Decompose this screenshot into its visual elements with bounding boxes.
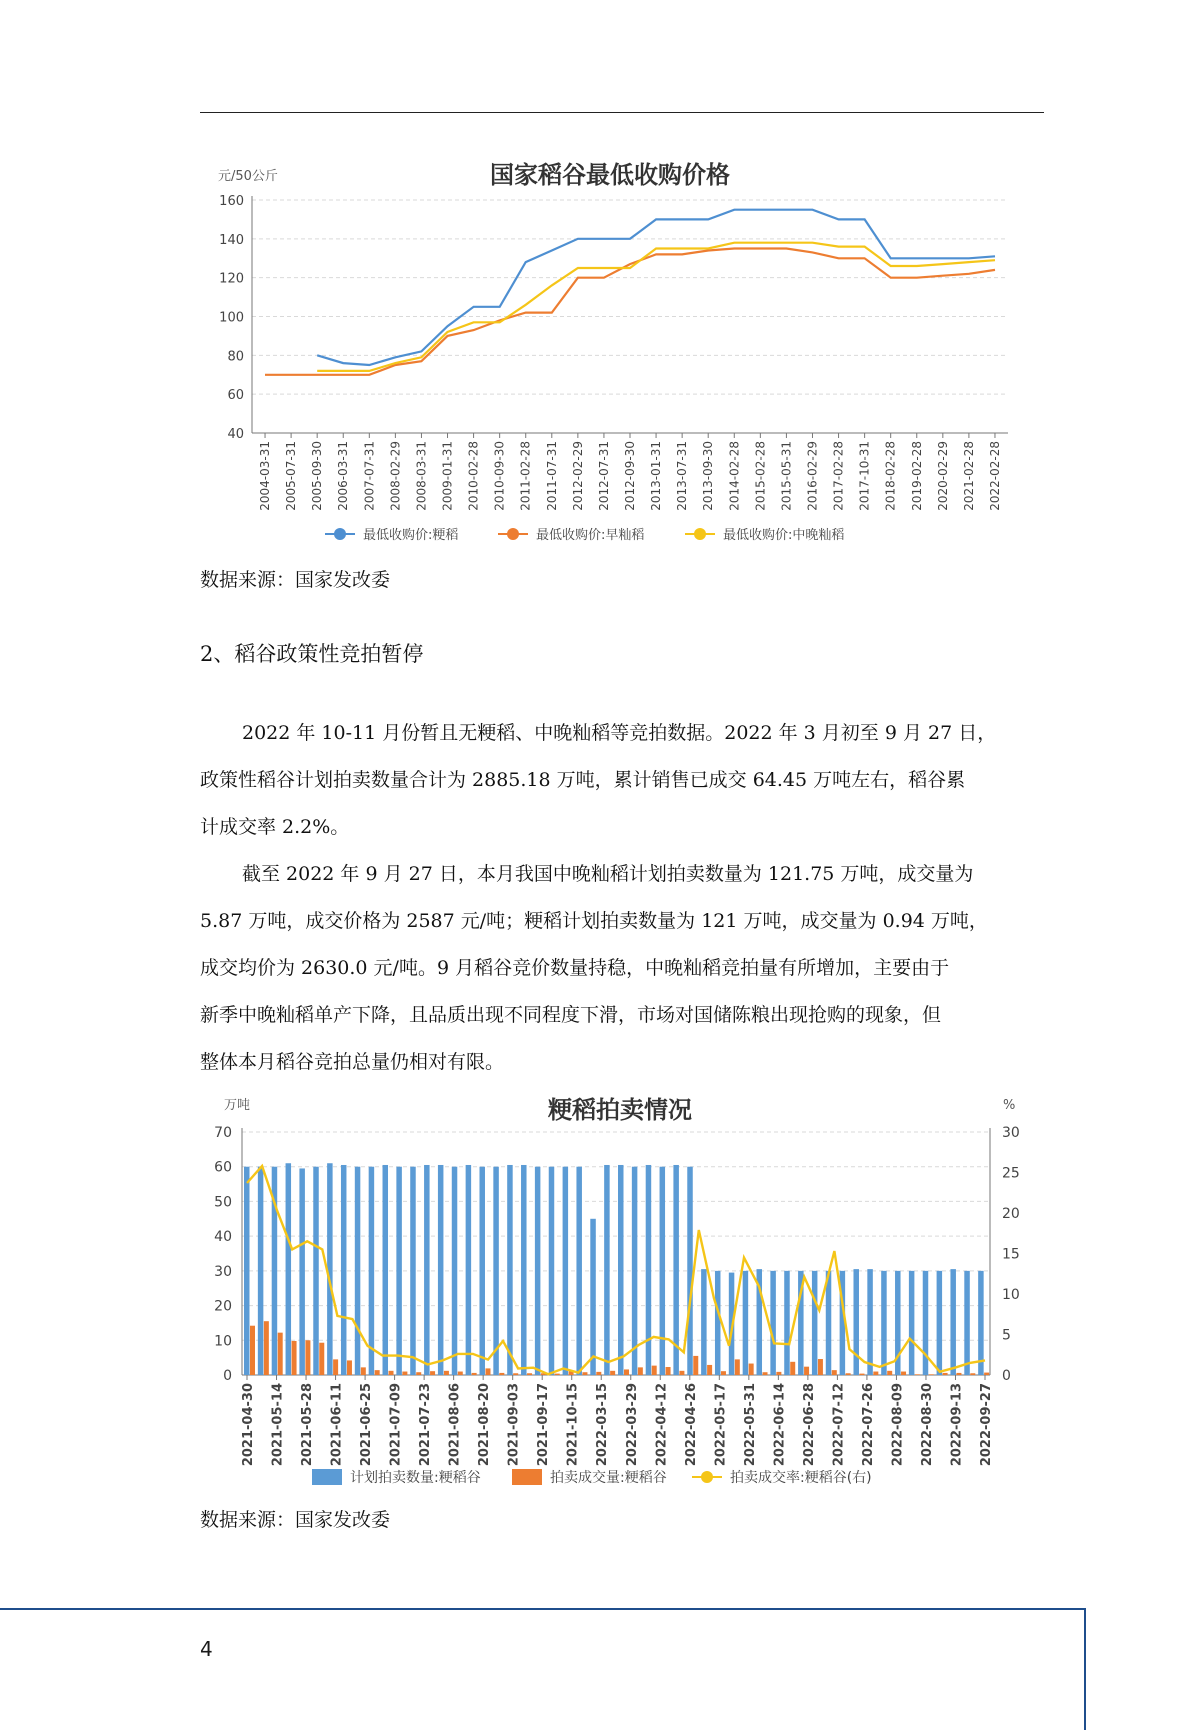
legend-label: 最低收购价:粳稻 bbox=[363, 528, 459, 543]
x-tick-label: 2012-07-31 bbox=[596, 441, 611, 511]
deal-bar bbox=[416, 1372, 421, 1375]
deal-bar bbox=[638, 1367, 643, 1375]
x-tick-label: 2011-07-31 bbox=[544, 441, 559, 511]
footer-frame bbox=[0, 1608, 1086, 1730]
paragraph-2-line: 截至 2022 年 9 月 27 日，本月我国中晚籼稻计划拍卖数量为 121.75 万吨，成交量为 bbox=[242, 863, 974, 885]
x-tick-label: 2022-04-26 bbox=[683, 1383, 699, 1467]
x-tick-label: 2017-02-28 bbox=[831, 441, 846, 511]
x-tick-label: 2020-02-29 bbox=[935, 441, 950, 511]
legend-swatch-bar bbox=[312, 1469, 342, 1485]
paragraph-1 bbox=[200, 710, 1026, 851]
deal-bar bbox=[513, 1373, 518, 1375]
plan-bar bbox=[313, 1167, 319, 1375]
plan-bar bbox=[424, 1165, 430, 1375]
legend-swatch-dot bbox=[701, 1471, 713, 1483]
x-tick-label: 2022-08-30 bbox=[919, 1383, 935, 1467]
deal-bar bbox=[319, 1343, 324, 1375]
x-tick-label: 2006-03-31 bbox=[336, 441, 351, 511]
plan-bar bbox=[493, 1167, 499, 1375]
deal-bar bbox=[915, 1374, 920, 1375]
y-tick-label: 0 bbox=[223, 1368, 232, 1384]
legend-label: 最低收购价:早籼稻 bbox=[536, 528, 645, 543]
paragraph-1-line: 2022 年 10-11 月份暂且无粳稻、中晚籼稻等竞拍数据。2022 年 3 月初至 9 月 27 日， bbox=[242, 722, 997, 744]
plan-bar bbox=[950, 1269, 956, 1375]
plan-bar bbox=[299, 1168, 305, 1375]
y2-axis-label: % bbox=[1003, 1098, 1016, 1113]
deal-bar bbox=[264, 1321, 269, 1375]
y-tick-label: 70 bbox=[214, 1125, 232, 1141]
plan-bar bbox=[258, 1167, 264, 1375]
deal-bar bbox=[776, 1372, 781, 1375]
x-tick-label: 2013-07-31 bbox=[675, 441, 690, 511]
plan-bar bbox=[549, 1167, 555, 1375]
x-tick-label: 2012-09-30 bbox=[623, 441, 637, 511]
plan-bar bbox=[646, 1165, 652, 1375]
x-tick-label: 2022-07-12 bbox=[831, 1383, 847, 1467]
deal-bar bbox=[402, 1372, 407, 1375]
deal-bar bbox=[582, 1372, 587, 1375]
x-tick-label: 2013-01-31 bbox=[649, 441, 664, 511]
x-tick-label: 2021-04-30 bbox=[241, 1383, 256, 1467]
x-tick-label: 2018-02-28 bbox=[883, 441, 898, 511]
y-tick-label: 40 bbox=[227, 427, 244, 442]
series-line bbox=[317, 210, 995, 365]
y2-tick-label: 25 bbox=[1002, 1165, 1020, 1182]
x-tick-label: 2021-02-28 bbox=[961, 441, 976, 511]
deal-bar bbox=[596, 1372, 601, 1375]
paragraph-1-line: 计成交率 2.2%。 bbox=[200, 816, 350, 838]
x-tick-label: 2019-02-28 bbox=[909, 441, 924, 511]
paragraph-2-line: 整体本月稻谷竞拍总量仍相对有限。 bbox=[200, 1051, 505, 1073]
x-tick-label: 2015-02-28 bbox=[753, 441, 768, 511]
deal-bar bbox=[929, 1374, 934, 1375]
x-tick-label: 2004-03-31 bbox=[258, 441, 273, 511]
plan-bar bbox=[853, 1269, 859, 1375]
legend-swatch-dot bbox=[694, 528, 706, 540]
x-tick-label: 2021-10-15 bbox=[565, 1383, 581, 1467]
x-tick-label: 2005-09-30 bbox=[310, 441, 325, 511]
source-note-1: 数据来源：国家发改委 bbox=[200, 569, 391, 591]
section-heading: 2、稻谷政策性竞拍暂停 bbox=[200, 642, 424, 666]
plan-bar bbox=[923, 1271, 929, 1375]
deal-bar bbox=[790, 1362, 795, 1375]
plan-bar bbox=[687, 1167, 693, 1375]
y-axis-label: 万吨 bbox=[224, 1098, 251, 1113]
plan-bar bbox=[701, 1269, 707, 1375]
x-tick-label: 2008-03-31 bbox=[414, 441, 429, 511]
header-rule bbox=[200, 112, 1044, 113]
x-tick-label: 2009-01-31 bbox=[440, 441, 455, 511]
legend-label: 拍卖成交量:粳稻谷 bbox=[550, 1470, 667, 1486]
x-tick-label: 2022-02-28 bbox=[987, 441, 1002, 511]
plan-bar bbox=[521, 1165, 527, 1375]
plan-bar bbox=[369, 1167, 375, 1375]
source-note-2: 数据来源：国家发改委 bbox=[200, 1509, 391, 1531]
y-tick-label: 40 bbox=[214, 1229, 232, 1246]
x-tick-label: 2021-08-06 bbox=[447, 1383, 463, 1467]
chart-title: 国家稻谷最低收购价格 bbox=[490, 161, 730, 189]
x-tick-label: 2022-09-13 bbox=[949, 1383, 965, 1467]
plan-bar bbox=[867, 1269, 873, 1375]
deal-bar bbox=[444, 1371, 449, 1375]
y2-tick-label: 10 bbox=[1002, 1287, 1020, 1303]
y2-tick-label: 30 bbox=[1002, 1125, 1020, 1141]
plan-bar bbox=[715, 1271, 721, 1375]
plan-bar bbox=[341, 1165, 347, 1375]
plan-bar bbox=[590, 1219, 596, 1375]
deal-bar bbox=[499, 1373, 504, 1375]
x-tick-label: 2010-09-30 bbox=[492, 441, 507, 511]
deal-bar bbox=[292, 1341, 297, 1375]
deal-bar bbox=[707, 1365, 712, 1375]
plan-bar bbox=[244, 1167, 250, 1375]
plan-bar bbox=[964, 1271, 970, 1375]
y-tick-label: 160 bbox=[219, 194, 244, 209]
deal-bar bbox=[472, 1373, 477, 1375]
deal-bar bbox=[679, 1371, 684, 1375]
y2-tick-label: 20 bbox=[1002, 1206, 1020, 1222]
x-tick-label: 2022-05-31 bbox=[742, 1383, 758, 1467]
x-tick-label: 2021-06-11 bbox=[329, 1383, 345, 1467]
y-tick-label: 80 bbox=[227, 349, 244, 365]
paragraph-1-line: 政策性稻谷计划拍卖数量合计为 2885.18 万吨，累计销售已成交 64.45 万吨左右，稻谷累 bbox=[200, 769, 966, 791]
x-tick-label: 2010-02-28 bbox=[466, 441, 481, 511]
deal-bar bbox=[956, 1373, 961, 1375]
x-tick-label: 2005-07-31 bbox=[284, 441, 299, 511]
plan-bar bbox=[604, 1165, 610, 1375]
deal-bar bbox=[652, 1366, 657, 1375]
y2-tick-label: 5 bbox=[1002, 1327, 1011, 1344]
paragraph-2-line: 5.87 万吨，成交价格为 2587 元/吨；粳稻计划拍卖数量为 121 万吨，成交量为 0.94 万吨， bbox=[200, 910, 988, 932]
deal-bar bbox=[818, 1359, 823, 1375]
japonica-auction-chart bbox=[200, 1085, 1030, 1495]
y-tick-label: 50 bbox=[214, 1194, 232, 1211]
plan-bar bbox=[355, 1167, 361, 1375]
legend-swatch-bar bbox=[512, 1469, 542, 1485]
deal-bar bbox=[389, 1371, 394, 1375]
deal-bar bbox=[943, 1373, 948, 1375]
deal-bar bbox=[278, 1333, 283, 1375]
x-tick-label: 2021-06-25 bbox=[359, 1383, 375, 1467]
y-tick-label: 60 bbox=[214, 1159, 232, 1176]
x-tick-label: 2021-07-23 bbox=[418, 1383, 434, 1467]
plan-bar bbox=[826, 1271, 832, 1375]
x-tick-label: 2022-09-27 bbox=[979, 1383, 994, 1467]
deal-bar bbox=[485, 1368, 490, 1375]
x-tick-label: 2022-08-09 bbox=[890, 1383, 906, 1467]
legend-label: 计划拍卖数量:粳稻谷 bbox=[350, 1470, 481, 1486]
deal-bar bbox=[804, 1367, 809, 1375]
plan-bar bbox=[286, 1163, 292, 1375]
plan-bar bbox=[743, 1271, 749, 1375]
x-tick-label: 2022-07-26 bbox=[860, 1383, 876, 1467]
plan-bar bbox=[466, 1165, 472, 1375]
plan-bar bbox=[909, 1271, 915, 1375]
deal-bar bbox=[873, 1372, 878, 1375]
x-tick-label: 2013-09-30 bbox=[701, 441, 716, 511]
paragraph-2-line: 新季中晚籼稻单产下降，且品质出现不同程度下滑，市场对国储陈粮出现抢购的现象，但 bbox=[200, 1004, 942, 1026]
x-tick-label: 2022-05-17 bbox=[713, 1383, 729, 1467]
x-tick-label: 2008-02-29 bbox=[388, 441, 403, 511]
plan-bar bbox=[479, 1167, 485, 1375]
paragraph-2 bbox=[200, 851, 1026, 1086]
plan-bar bbox=[770, 1271, 776, 1375]
deal-bar bbox=[721, 1371, 726, 1375]
y2-tick-label: 0 bbox=[1002, 1368, 1011, 1384]
plan-bar bbox=[383, 1165, 389, 1375]
deal-bar bbox=[361, 1367, 366, 1375]
deal-bar bbox=[832, 1370, 837, 1375]
y-tick-label: 30 bbox=[214, 1263, 232, 1280]
legend-swatch-dot bbox=[507, 528, 519, 540]
deal-bar bbox=[610, 1371, 615, 1375]
deal-bar bbox=[984, 1373, 989, 1375]
x-tick-label: 2014-02-28 bbox=[727, 441, 742, 511]
x-tick-label: 2022-04-12 bbox=[654, 1383, 670, 1467]
plan-bar bbox=[937, 1271, 943, 1375]
x-tick-label: 2022-06-14 bbox=[772, 1383, 788, 1467]
deal-bar bbox=[333, 1359, 338, 1375]
deal-bar bbox=[846, 1373, 851, 1375]
deal-bar bbox=[859, 1374, 864, 1375]
plan-bar bbox=[784, 1271, 790, 1375]
y2-tick-label: 15 bbox=[1002, 1246, 1020, 1263]
deal-bar bbox=[375, 1370, 380, 1375]
deal-bar bbox=[749, 1364, 754, 1375]
x-tick-label: 2017-10-31 bbox=[857, 441, 872, 511]
deal-bar bbox=[693, 1356, 698, 1375]
plan-bar bbox=[535, 1167, 541, 1375]
paragraph-2-line: 成交均价为 2630.0 元/吨。9 月稻谷竞价数量持稳，中晚籼稻竞拍量有所增加，主要由于 bbox=[200, 957, 950, 979]
x-tick-label: 2021-09-03 bbox=[506, 1383, 522, 1467]
chart-title: 粳稻拍卖情况 bbox=[548, 1096, 692, 1124]
plan-bar bbox=[576, 1167, 582, 1375]
y-tick-label: 120 bbox=[219, 271, 244, 287]
x-tick-label: 2022-06-28 bbox=[801, 1383, 817, 1467]
deal-bar bbox=[970, 1373, 975, 1375]
x-tick-label: 2016-02-29 bbox=[805, 441, 820, 511]
deal-bar bbox=[624, 1369, 629, 1375]
legend-swatch-dot bbox=[334, 528, 346, 540]
x-tick-label: 2021-05-28 bbox=[300, 1383, 316, 1467]
plan-bar bbox=[507, 1165, 513, 1375]
y-tick-label: 20 bbox=[214, 1298, 232, 1315]
deal-bar bbox=[763, 1372, 768, 1375]
legend-label: 拍卖成交率:粳稻谷(右) bbox=[730, 1470, 872, 1486]
x-tick-label: 2022-03-29 bbox=[624, 1383, 640, 1467]
plan-bar bbox=[632, 1167, 638, 1375]
legend-label: 最低收购价:中晚籼稻 bbox=[723, 528, 845, 543]
deal-bar bbox=[250, 1326, 255, 1375]
deal-bar bbox=[305, 1340, 310, 1375]
plan-bar bbox=[812, 1271, 818, 1375]
plan-bar bbox=[881, 1271, 887, 1375]
deal-bar bbox=[458, 1372, 463, 1375]
plan-bar bbox=[978, 1271, 984, 1375]
plan-bar bbox=[563, 1167, 569, 1375]
deal-bar bbox=[901, 1372, 906, 1375]
y-tick-label: 140 bbox=[219, 232, 244, 248]
y-axis-label: 元/50公斤 bbox=[218, 169, 278, 184]
y-tick-label: 100 bbox=[219, 310, 244, 326]
y-tick-label: 60 bbox=[227, 388, 244, 404]
plan-bar bbox=[396, 1167, 402, 1375]
deal-bar bbox=[735, 1359, 740, 1375]
x-tick-label: 2011-02-28 bbox=[518, 441, 533, 511]
x-tick-label: 2021-09-17 bbox=[536, 1383, 552, 1467]
x-tick-label: 2021-08-20 bbox=[477, 1383, 493, 1467]
deal-bar bbox=[430, 1371, 435, 1375]
x-tick-label: 2015-05-31 bbox=[779, 441, 794, 511]
deal-bar bbox=[555, 1374, 560, 1375]
x-tick-label: 2007-07-31 bbox=[362, 441, 377, 511]
plan-bar bbox=[438, 1165, 444, 1375]
deal-bar bbox=[887, 1371, 892, 1375]
x-tick-label: 2021-05-14 bbox=[270, 1383, 286, 1467]
plan-bar bbox=[618, 1165, 624, 1375]
x-tick-label: 2012-02-29 bbox=[570, 441, 585, 511]
x-tick-label: 2021-07-09 bbox=[388, 1383, 404, 1467]
plan-bar bbox=[660, 1167, 666, 1375]
rice-min-price-chart bbox=[200, 150, 1020, 545]
page-number: 4 bbox=[200, 1637, 213, 1661]
plan-bar bbox=[452, 1167, 458, 1375]
deal-bar bbox=[527, 1373, 532, 1375]
y-tick-label: 10 bbox=[214, 1333, 232, 1350]
deal-bar bbox=[347, 1360, 352, 1375]
deal-bar bbox=[666, 1367, 671, 1375]
x-tick-label: 2022-03-15 bbox=[595, 1383, 611, 1467]
plan-bar bbox=[410, 1167, 416, 1375]
